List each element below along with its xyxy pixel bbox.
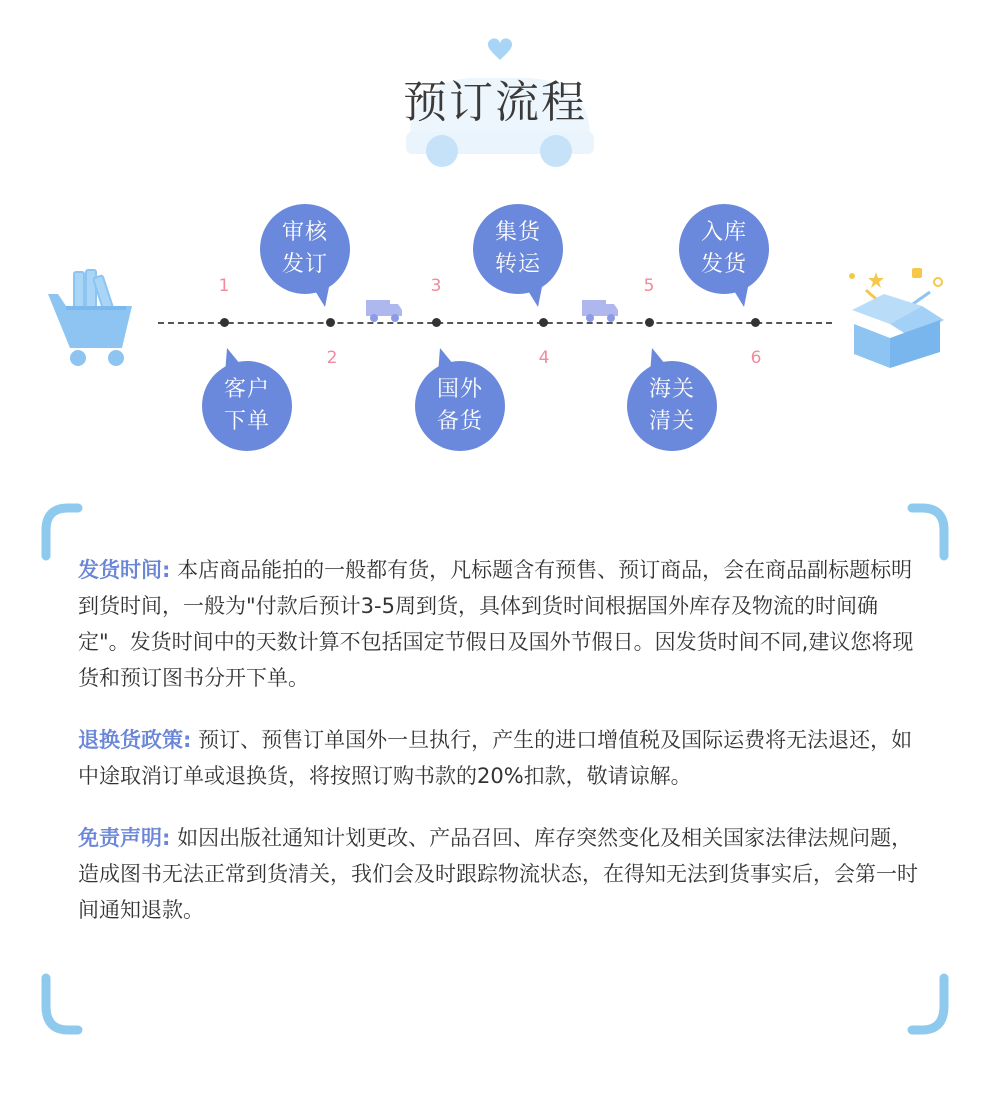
disclaimer-label: 免责声明:	[78, 826, 171, 850]
page-title: 预订流程	[403, 77, 587, 128]
shipping-time-text: 本店商品能拍的一般都有货，凡标题含有预售、预订商品，会在商品副标题标明到货时间，一般为"付款后预计3-5周到货，具体到货时间根据国外库存及物流的时间确定"。发货时间中的天数计算不包括国定节假日及国外节假日。因发货时间不同,建议您将现货和预订图书分开下单。	[78, 558, 914, 690]
shipping-time-label: 发货时间:	[78, 558, 171, 582]
notice-text	[78, 552, 928, 954]
step-label-line2: 转运	[494, 252, 541, 277]
step-number-5: 5	[643, 276, 655, 296]
disclaimer-paragraph	[78, 820, 928, 928]
step-label-line1: 国外	[436, 377, 483, 402]
return-policy-paragraph	[78, 722, 928, 794]
step-label-line2: 发订	[281, 252, 328, 277]
step-label-line1: 海关	[648, 377, 695, 402]
step-label-line1: 客户	[223, 377, 270, 402]
step-label-line2: 清关	[648, 409, 695, 434]
step-number-1: 1	[218, 276, 230, 296]
step-label-line1: 审核	[281, 220, 328, 245]
step-label-line2: 备货	[436, 409, 483, 434]
return-policy-text: 预订、预售订单国外一旦执行，产生的进口增值税及国际运费将无法退还，如中途取消订单或退换货，将按照订购书款的20%扣款，敬请谅解。	[78, 728, 913, 788]
return-policy-label: 退换货政策:	[78, 728, 192, 752]
shipping-time-paragraph	[78, 552, 928, 696]
step-label-line2: 下单	[223, 409, 270, 434]
step-number-4: 4	[538, 348, 550, 368]
step-number-2: 2	[326, 348, 338, 368]
step-label-line1: 入库	[700, 220, 747, 245]
disclaimer-text: 如因出版社通知计划更改、产品召回、库存突然变化及相关国家法律法规问题，造成图书无法正常到货清关，我们会及时跟踪物流状态，在得知无法到货事实后，会第一时间通知退款。	[78, 826, 918, 922]
step-number-6: 6	[750, 348, 762, 368]
step-label-line1: 集货	[494, 220, 541, 245]
step-number-3: 3	[430, 276, 442, 296]
step-label-line2: 发货	[700, 252, 747, 277]
